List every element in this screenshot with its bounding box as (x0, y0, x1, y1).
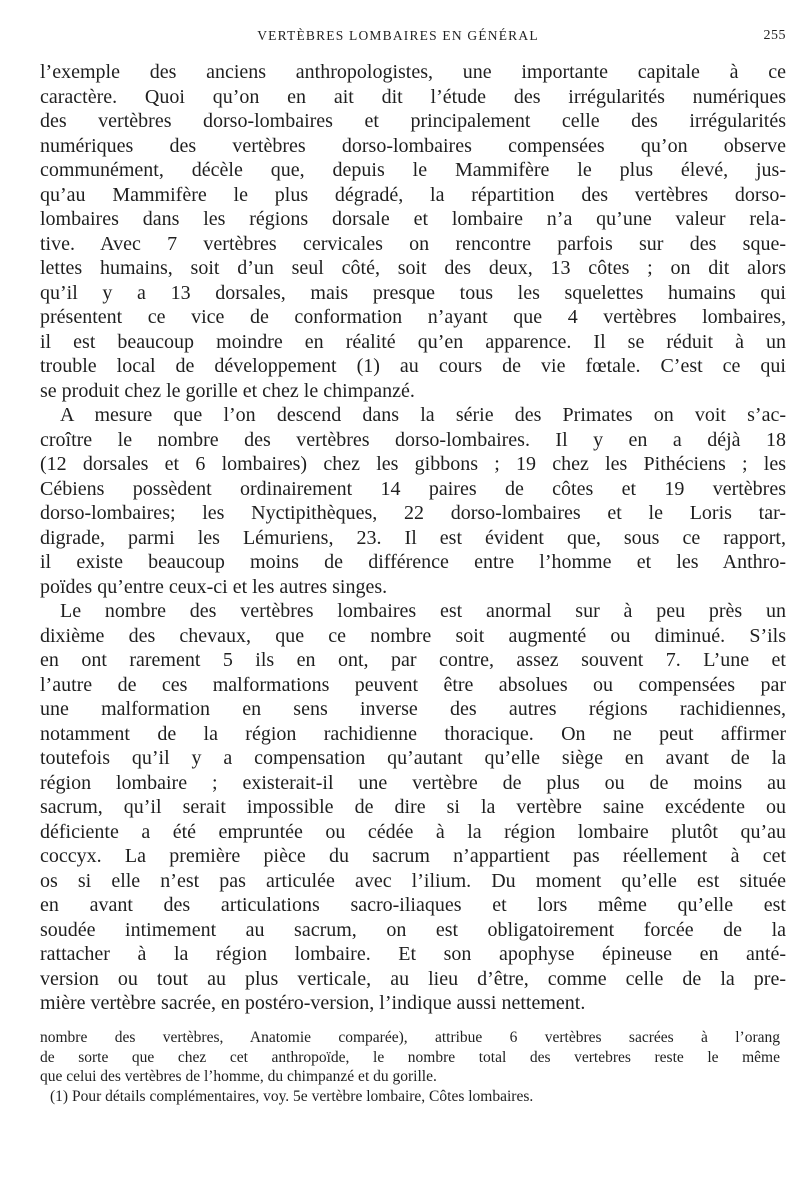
text-line: qu’il y a 13 dorsales, mais presque tous les squelettes humains qui (40, 281, 786, 304)
text-line: Le nombre des vertèbres lombaires est anormal sur à peu près un (60, 600, 786, 622)
text-line: dorso-lombaires; les Nyctipithèques, 22 dorso-lombaires et le Loris tar- (40, 502, 786, 524)
text-line: l’exemple des anciens anthropologistes, une importante capitale à ce (40, 61, 786, 83)
text-line: A mesure que l’on descend dans la série des Primates on voit s’ac- (60, 404, 786, 426)
text-line: lombaires dans les régions dorsale et lombaire n’a qu’une valeur rela- (40, 208, 786, 230)
text-line: l’autre de ces malformations peuvent être absolues ou compensées par (40, 673, 786, 696)
text-line: numériques des vertèbres dorso-lombaires compensées qu’on observe (40, 134, 786, 157)
text-line: coccyx. La première pièce du sacrum n’appartient pas réellement à cet (40, 845, 786, 867)
text-line: il est beaucoup moindre en réalité qu’en apparence. Il se réduit à un (40, 330, 786, 353)
text-line: une malformation en sens inverse des autres régions rachidiennes, (40, 698, 786, 720)
text-line: déficiente a été empruntée ou cédée à la région lombaire plutôt qu’au (40, 820, 786, 843)
text-line: sacrum, qu’il serait impossible de dire si la vertèbre saine excédente ou (40, 796, 786, 818)
text-line: toutefois qu’il y a compensation qu’autant qu’elle siège en avant de la (40, 747, 786, 769)
text-line: croître le nombre des vertèbres dorso-lombaires. Il y en a déjà 18 (40, 428, 786, 451)
text-line: digrade, parmi les Lémuriens, 23. Il est évident que, sous ce rapport, (40, 526, 786, 549)
text-line: en avant des articulations sacro-iliaques et lors même qu’elle est (40, 894, 786, 916)
footnote-line: (1) Pour détails complémentaires, voy. 5e vertèbre lombaire, Côtes lombaires. (50, 1087, 534, 1105)
text-line: caractère. Quoi qu’on en ait dit l’étude des irrégularités numériques (40, 85, 786, 108)
text-line: en ont rarement 5 ils en ont, par contre, assez souvent 7. L’une et (40, 649, 786, 671)
text-line: version ou tout au plus verticale, au lieu d’être, comme celle de la pre- (40, 967, 786, 990)
text-line: poïdes qu’entre ceux-ci et les autres singes. (40, 575, 388, 598)
text-line: tive. Avec 7 vertèbres cervicales on rencontre parfois sur des sque- (40, 232, 786, 255)
text-line: lettes humains, soit d’un seul côté, soit des deux, 13 côtes ; on dit alors (40, 257, 786, 279)
text-line: rattacher à la région lombaire. Et son apophyse épineuse en anté- (40, 943, 786, 965)
text-line: qu’au Mammifère le plus dégradé, la répartition des vertèbres dorso- (40, 183, 786, 206)
running-title: VERTÈBRES LOMBAIRES EN GÉNÉRAL (257, 28, 539, 43)
text-line: Cébiens possèdent ordinairement 14 paires de côtes et 19 vertèbres (40, 477, 786, 500)
text-line: trouble local de développement (1) au cours de vie fœtale. C’est ce qui (40, 355, 786, 377)
body-text (40, 60, 786, 1016)
footnote-line: nombre des vertèbres, Anatomie comparée), attribue 6 vertèbres sacrées à l’orang (40, 1029, 780, 1046)
text-line: il existe beaucoup moins de différence entre l’homme et les Anthro- (40, 551, 786, 573)
footnote-line: de sorte que chez cet anthropoïde, le nombre total des vertebres reste le même (40, 1048, 780, 1066)
text-line: présentent ce vice de conformation n’ayant que 4 vertèbres lombaires, (40, 306, 786, 328)
text-line: soudée intimement au sacrum, on est obligatoirement forcée de la (40, 918, 786, 941)
text-line: communément, décèle que, depuis le Mammifère le plus élevé, jus- (40, 159, 786, 181)
text-line: os si elle n’est pas articulée avec l’ilium. Du moment qu’elle est située (40, 869, 786, 892)
text-line: se produit chez le gorille et chez le chimpanzé. (40, 379, 415, 402)
text-line: dixième des chevaux, que ce nombre soit augmenté ou diminué. S’ils (40, 624, 786, 647)
page-header (40, 26, 786, 50)
footnotes (40, 1028, 780, 1106)
footnote-line: que celui des vertèbres de l’homme, du chimpanzé et du gorille. (40, 1068, 437, 1085)
text-line: des vertèbres dorso-lombaires et principalement celle des irrégularités (40, 110, 786, 132)
text-line: région lombaire ; existerait-il une vertèbre de plus ou de moins au (40, 771, 786, 794)
text-line: notamment de la région rachidienne thoracique. On ne peut affirmer (40, 722, 786, 745)
page-number: 255 (763, 28, 786, 43)
text-line: (12 dorsales et 6 lombaires) chez les gibbons ; 19 chez les Pithéciens ; les (40, 453, 786, 475)
text-line: mière vertèbre sacrée, en postéro-version, l’indique aussi nettement. (40, 992, 586, 1014)
